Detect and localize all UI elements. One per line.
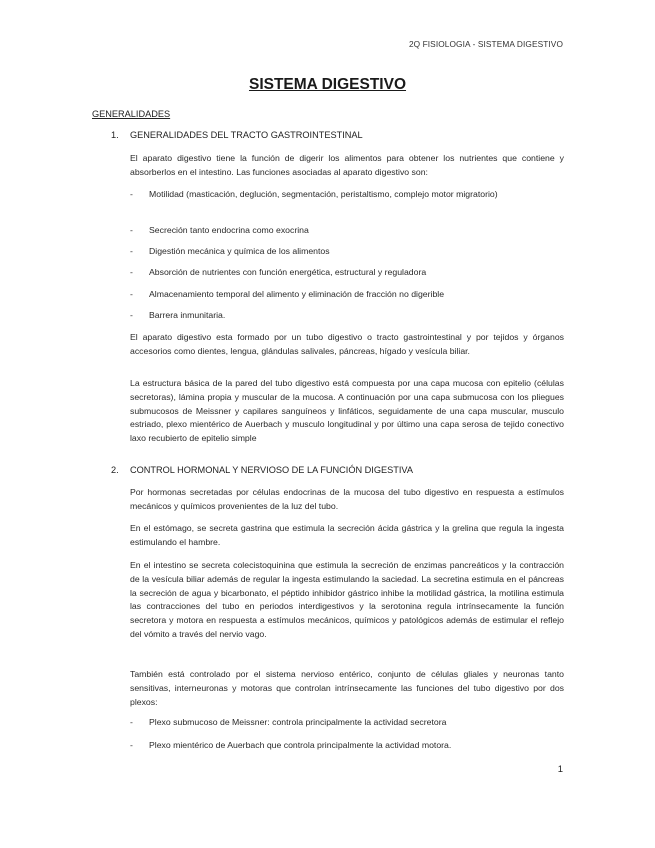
list-item-text: Motilidad (masticación, deglución, segmentación, peristaltismo, complejo motor migratorio) (149, 189, 498, 199)
bullet-dash: - (130, 189, 133, 199)
subsection-1-intro: El aparato digestivo tiene la función de digerir los alimentos para obtener los nutrientes que contiene y absorberlos en el intestino. Las funciones asociadas al aparato digestivo son: (130, 153, 564, 177)
list-item (130, 309, 564, 323)
running-header: 2Q FISIOLOGIA - SISTEMA DIGESTIVO (408, 39, 563, 49)
list-item-text: Secreción tanto endocrina como exocrina (149, 225, 309, 235)
section-heading-generalidades: GENERALIDADES (92, 109, 171, 119)
list-item (130, 716, 564, 730)
document-title: SISTEMA DIGESTIVO (248, 76, 407, 93)
subsection-2-heading (111, 465, 413, 475)
subsection-1-number: 1. (111, 130, 119, 140)
list-item-text: Absorción de nutrientes con función energética, estructural y reguladora (149, 267, 427, 277)
subsection-2-number: 2. (111, 465, 119, 475)
list-item (130, 266, 564, 280)
list-item (130, 188, 564, 202)
bullet-dash: - (130, 310, 133, 320)
subsection-1-title: GENERALIDADES DEL TRACTO GASTROINTESTINAL (130, 130, 363, 140)
subsection-2-paragraph-4: También está controlado por el sistema nervioso entérico, conjunto de células gliales y neuronas tanto sensitivas, interneuronas y motoras que controlan intrínsecamente las funciones del tubo digestivo por dos plexos: (130, 669, 564, 707)
subsection-1-paragraph-3: La estructura básica de la pared del tubo digestivo está compuesta por una capa mucosa con epitelio (células secretoras), lámina propia y muscular de la mucosa. A continuación por una capa submucosa con los pliegues submucosos de Meissner y capilares sanguíneos y linfáticos, seguidamente de una capa muscular, musculo estriado, plexo mientérico de Auerbach y musculo longitudinal y por último una capa serosa de tejido conectivo laxo recubierto de epitelio simple (130, 378, 564, 444)
subsection-2-paragraph-1: Por hormonas secretadas por células endocrinas de la mucosa del tubo digestivo en respuesta a estímulos mecánicos y químicos provenientes de la luz del tubo. (130, 487, 564, 511)
bullet-dash: - (130, 717, 133, 727)
subsection-2-paragraph-2: En el estómago, se secreta gastrina que estimula la secreción ácida gástrica y la grelina que regula la ingesta estimulando el hambre. (130, 523, 564, 547)
list-item-text: Barrera inmunitaria. (149, 310, 226, 320)
subsection-2-title: CONTROL HORMONAL Y NERVIOSO DE LA FUNCIÓN DIGESTIVA (130, 465, 413, 475)
bullet-dash: - (130, 740, 133, 750)
list-item-text: Digestión mecánica y química de los alimentos (149, 246, 330, 256)
list-item-text: Plexo submucoso de Meissner: controla principalmente la actividad secretora (149, 717, 447, 727)
subsection-1-paragraph-2: El aparato digestivo esta formado por un tubo digestivo o tracto gastrointestinal y por tejidos y órganos accesorios como dientes, lengua, glándulas salivales, páncreas, hígado y vesícula biliar. (130, 332, 564, 356)
bullet-dash: - (130, 289, 133, 299)
bullet-dash: - (130, 246, 133, 256)
list-item (130, 739, 564, 753)
page-number: 1 (557, 764, 563, 775)
list-item (130, 288, 564, 302)
list-item-text: Plexo mientérico de Auerbach que controla principalmente la actividad motora. (149, 740, 452, 750)
bullet-dash: - (130, 225, 133, 235)
bullet-dash: - (130, 267, 133, 277)
list-item (130, 245, 564, 259)
list-item-text: Almacenamiento temporal del alimento y eliminación de fracción no digerible (149, 289, 445, 299)
list-item (130, 224, 564, 238)
subsection-1-heading (111, 130, 363, 140)
subsection-2-paragraph-3: En el intestino se secreta colecistoquinina que estimula la secreción de enzimas pancreáticos y la contracción de la vesícula biliar además de regular la ingesta estimulando la saciedad. La secretina estimula en el páncreas la secreción de agua y bicarbonato, el péptido inhibidor gástrico inhibe la motilidad gástrica, la motilina estimula las contracciones del tubo en periodos interdigestivos y la serotonina regula intrínsecamente la función secretora y motora en respuesta a estímulos mecánicos, químicos y patológicos además de estimular el reflejo del vómito a través del nervio vago. (130, 560, 564, 639)
